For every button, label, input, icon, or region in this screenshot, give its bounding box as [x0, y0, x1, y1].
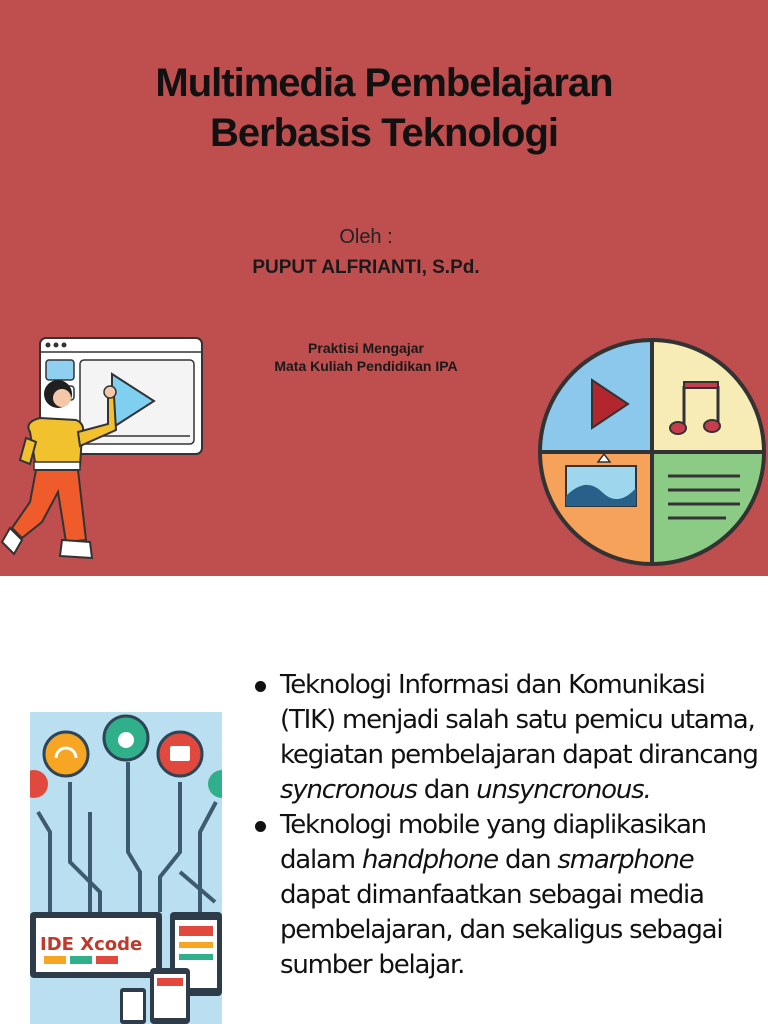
title-line-2: Berbasis Teknologi [209, 111, 558, 155]
page-title [0, 58, 768, 158]
devices-network-image [30, 712, 222, 1024]
ide-xcode-label: IDE Xcode [40, 934, 143, 955]
list-item [252, 808, 762, 983]
by-label: Oleh : [339, 226, 393, 248]
bullet-icon [255, 821, 266, 832]
role-line-1: Praktisi Mengajar [308, 340, 424, 356]
bullet-icon [255, 681, 266, 692]
bullet2-emphasis-2: smarphone [557, 845, 694, 875]
bullet2-text-b: dan [497, 845, 558, 875]
bullet1-text-a: Teknologi Informasi dan Komunikasi (TIK) menjadi salah satu pemicu utama, kegiatan pembelajaran dapat dirancang [280, 670, 758, 770]
bullet1-text-b: dan [416, 775, 477, 805]
bullet1-emphasis-2: unsyncronous. [476, 775, 651, 805]
content-bullet-list [252, 668, 762, 983]
presenter-illustration [0, 332, 210, 572]
list-item [252, 668, 762, 808]
role-line-2: Mata Kuliah Pendidikan IPA [274, 358, 458, 374]
bullet2-text-c: dapat dimanfaatkan sebagai media pembelajaran, dan sekaligus sebagai sumber belajar. [280, 880, 723, 980]
bullet2-emphasis-1: handphone [362, 845, 498, 875]
title-line-1: Multimedia Pembelajaran [155, 61, 613, 105]
multimedia-circle-illustration [536, 336, 768, 568]
author-name: PUPUT ALFRIANTI, S.Pd. [252, 257, 480, 278]
bullet2-text-a: Teknologi mobile yang diaplikasikan dalam [280, 810, 706, 875]
bullet1-emphasis-1: syncronous [280, 775, 417, 805]
